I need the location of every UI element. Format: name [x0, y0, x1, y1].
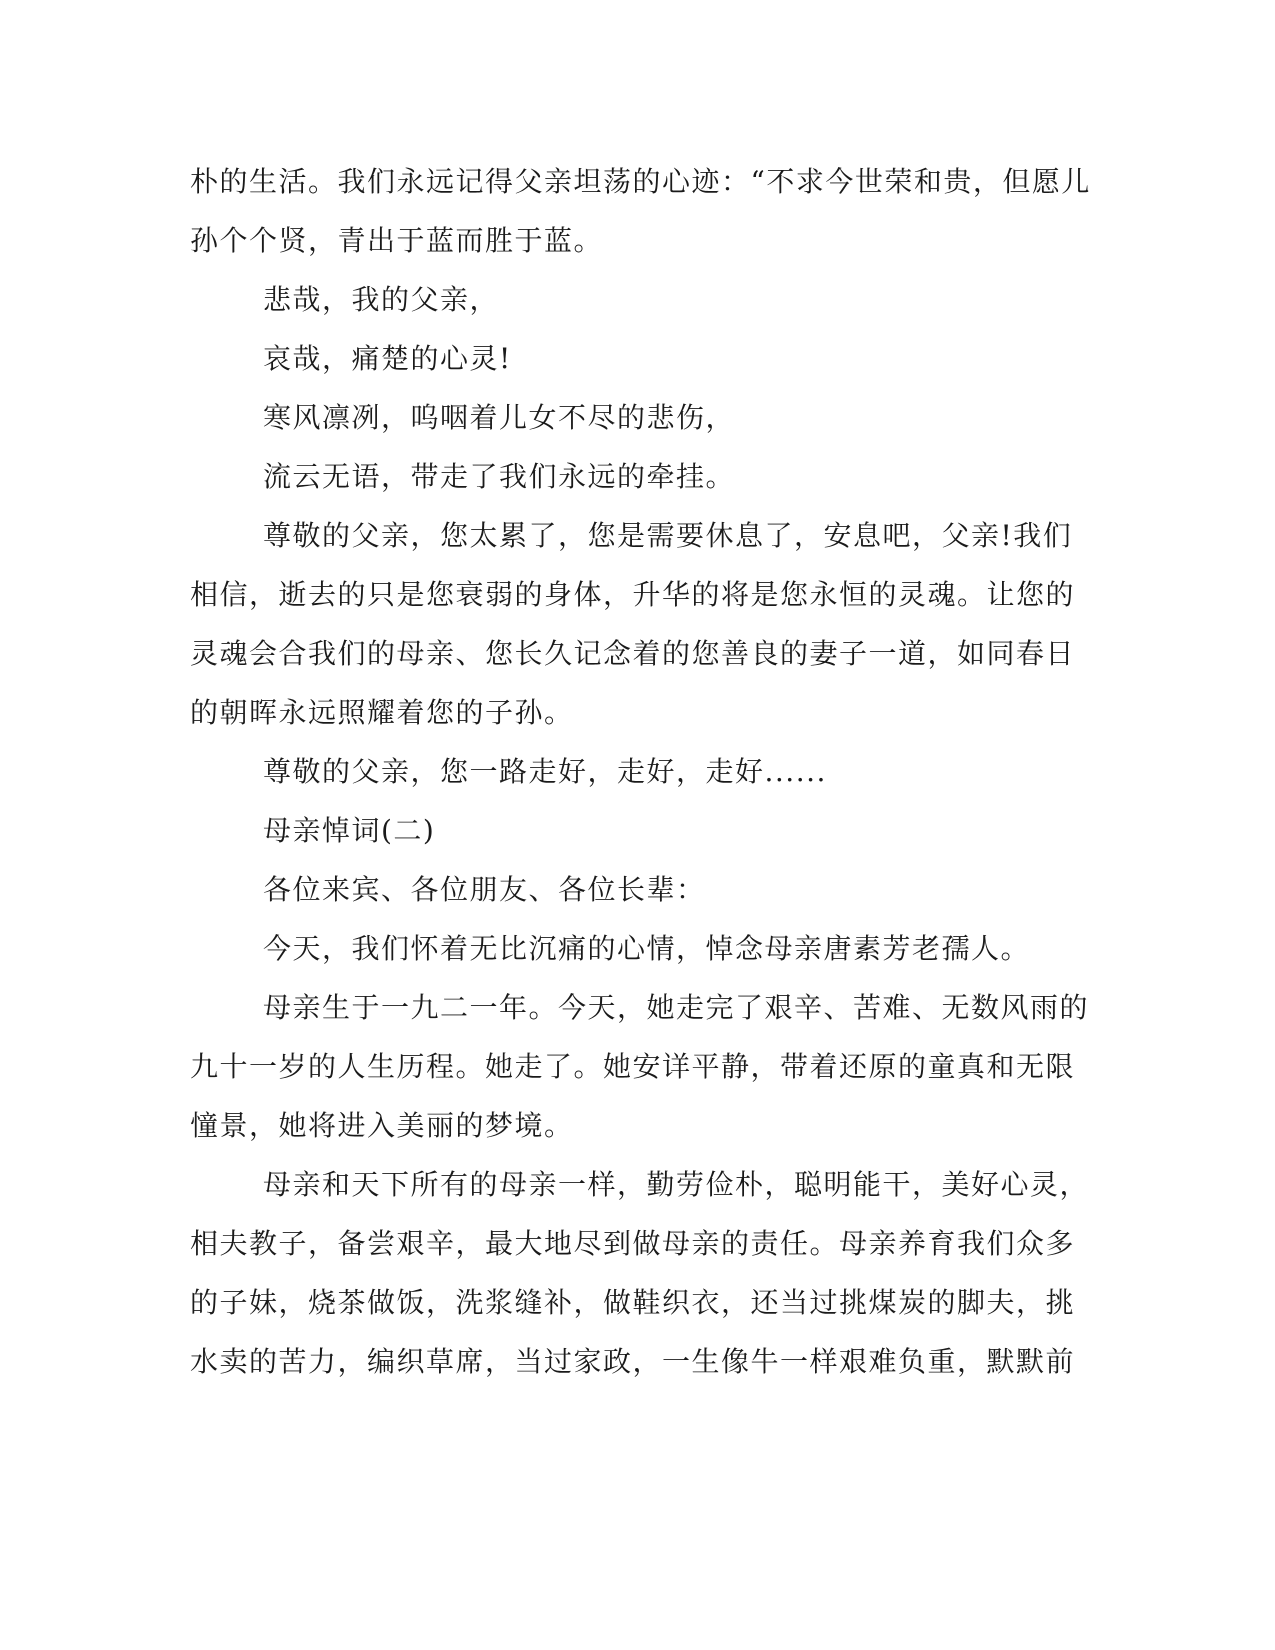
paragraph-line: 朴的生活。我们永远记得父亲坦荡的心迹：“不求今世荣和贵，但愿儿 — [190, 165, 1091, 198]
verse-line: 悲哉，我的父亲， — [263, 283, 500, 316]
paragraph-line: 尊敬的父亲，您太累了，您是需要休息了，安息吧，父亲!我们 — [263, 519, 1073, 552]
paragraph-line: 的朝晖永远照耀着您的子孙。 — [190, 696, 574, 729]
paragraph-line: 水卖的苦力，编织草席，当过家政，一生像牛一样艰难负重，默默前 — [190, 1345, 1076, 1378]
paragraph-line: 相信，逝去的只是您衰弱的身体，升华的将是您永恒的灵魂。让您的 — [190, 578, 1076, 611]
paragraph-line: 九十一岁的人生历程。她走了。她安详平静，带着还原的童真和无限 — [190, 1050, 1076, 1083]
verse-line: 流云无语，带走了我们永远的牵挂。 — [263, 460, 736, 493]
verse-line: 哀哉，痛楚的心灵! — [263, 342, 512, 375]
section-title: 母亲悼词(二) — [263, 814, 436, 847]
paragraph-line: 的子妹，烧茶做饭，洗浆缝补，做鞋织衣，还当过挑煤炭的脚夫，挑 — [190, 1286, 1076, 1319]
paragraph-line: 母亲和天下所有的母亲一样，勤劳俭朴，聪明能干，美好心灵， — [263, 1168, 1090, 1201]
paragraph-line: 灵魂会合我们的母亲、您长久记念着的您善良的妻子一道，如同春日 — [190, 637, 1076, 670]
paragraph-line: 孙个个贤，青出于蓝而胜于蓝。 — [190, 224, 604, 257]
salutation: 各位来宾、各位朋友、各位长辈： — [263, 873, 706, 906]
paragraph-line: 憧景，她将进入美丽的梦境。 — [190, 1109, 574, 1142]
verse-line: 寒风凛冽，呜咽着儿女不尽的悲伤， — [263, 401, 736, 434]
paragraph-line: 相夫教子，备尝艰辛，最大地尽到做母亲的责任。母亲养育我们众多 — [190, 1227, 1076, 1260]
paragraph-line: 尊敬的父亲，您一路走好，走好，走好...... — [263, 755, 827, 788]
paragraph-line: 母亲生于一九二一年。今天，她走完了艰辛、苦难、无数风雨的 — [263, 991, 1090, 1024]
paragraph-line: 今天，我们怀着无比沉痛的心情，悼念母亲唐素芳老孺人。 — [263, 932, 1031, 965]
